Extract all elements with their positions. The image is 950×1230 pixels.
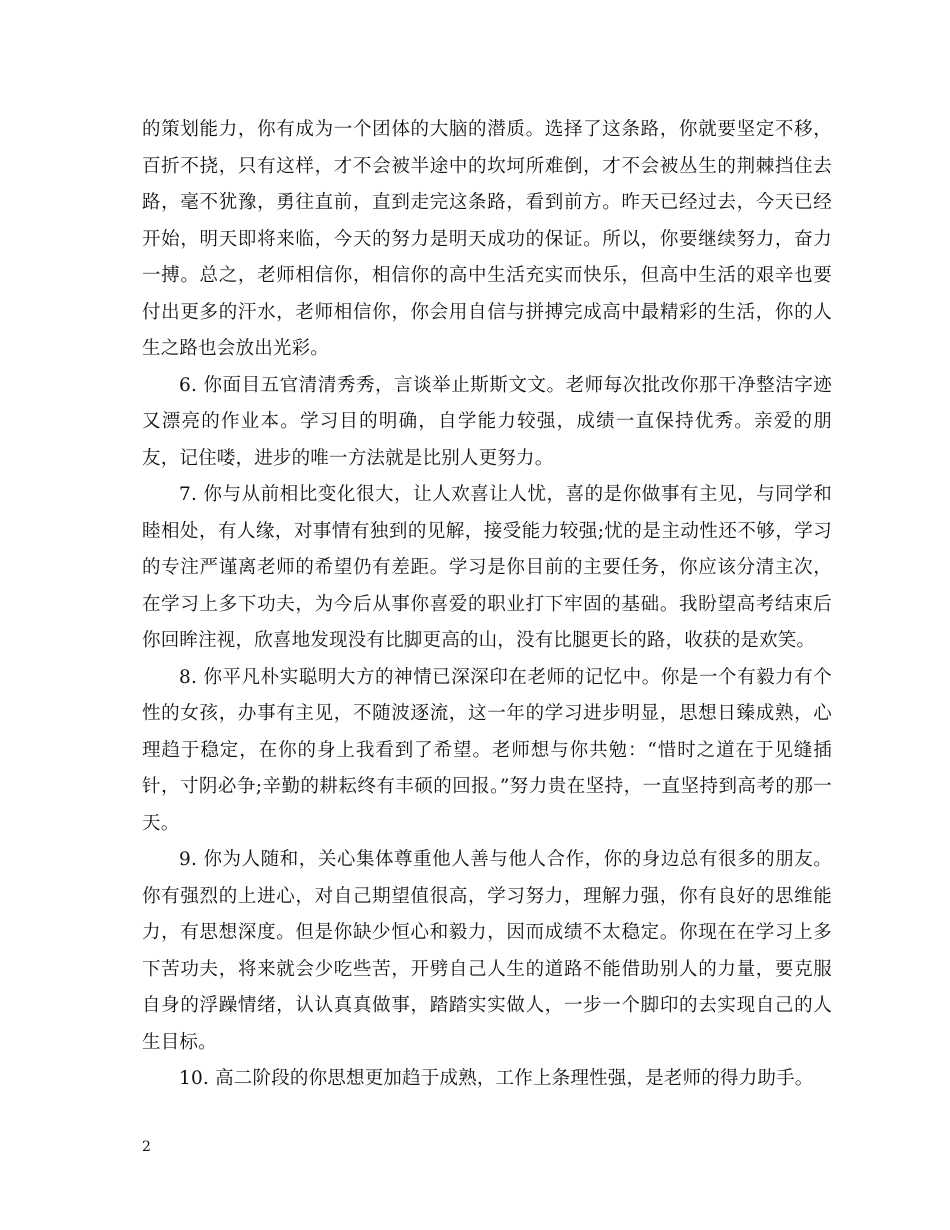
paragraph-8: 8. 你平凡朴实聪明大方的神情已深深印在老师的记忆中。你是一个有毅力有个性的女孩，办事有主见，不随波逐流，这一年的学习进步明显，思想日臻成熟，心理趋于稳定，在你的身上我看到了希望。老师想与你共勉：“惜时之道在于见缝插针，寸阴必争;辛勤的耕耘终有丰硕的回报。”努力贵在坚持，一直坚持到高考的那一天。 <box>142 666 832 834</box>
body-text <box>142 112 832 1098</box>
paragraph-6: 6. 你面目五官清清秀秀，言谈举止斯斯文文。老师每次批改你那干净整洁字迹又漂亮的作业本。学习目的明确，自学能力较强，成绩一直保持优秀。亲爱的朋友，记住喽，进步的唯一方法就是比别人更努力。 <box>142 374 832 469</box>
paragraph-10: 10. 高二阶段的你思想更加趋于成熟，工作上条理性强，是老师的得力助手。 <box>179 1068 814 1089</box>
paragraph-continued: 的策划能力，你有成为一个团体的大脑的潜质。选择了这条路，你就要坚定不移，百折不挠，只有这样，才不会被半途中的坎坷所难倒，才不会被丛生的荆棘挡住去路，毫不犹豫，勇往直前，直到走完这条路，看到前方。昨天已经过去，今天已经开始，明天即将来临，今天的努力是明天成功的保证。所以，你要继续努力，奋力一搏。总之，老师相信你，相信你的高中生活充实而快乐，但高中生活的艰辛也要付出更多的汗水，老师相信你，你会用自信与拼搏完成高中最精彩的生活，你的人生之路也会放出光彩。 <box>142 119 832 359</box>
paragraph-9: 9. 你为人随和，关心集体尊重他人善与他人合作，你的身边总有很多的朋友。你有强烈的上进心，对自己期望值很高，学习努力，理解力强，你有良好的思维能力，有思想深度。但是你缺少恒心和毅力，因而成绩不太稳定。你现在在学习上多下苦功夫，将来就会少吃些苦，开劈自己人生的道路不能借助别人的力量，要克服自身的浮躁情绪，认认真真做事，踏踏实实做人，一步一个脚印的去实现自己的人生目标。 <box>142 849 832 1053</box>
paragraph-7: 7. 你与从前相比变化很大，让人欢喜让人忧，喜的是你做事有主见，与同学和睦相处，有人缘，对事情有独到的见解，接受能力较强;忧的是主动性还不够，学习的专注严谨离老师的希望仍有差距。学习是你目前的主要任务，你应该分清主次，在学习上多下功夫，为今后从事你喜爱的职业打下牢固的基础。我盼望高考结束后你回眸注视，欣喜地发现没有比脚更高的山，没有比腿更长的路，收获的是欢笑。 <box>142 484 832 651</box>
page-number: 2 <box>142 1139 151 1155</box>
